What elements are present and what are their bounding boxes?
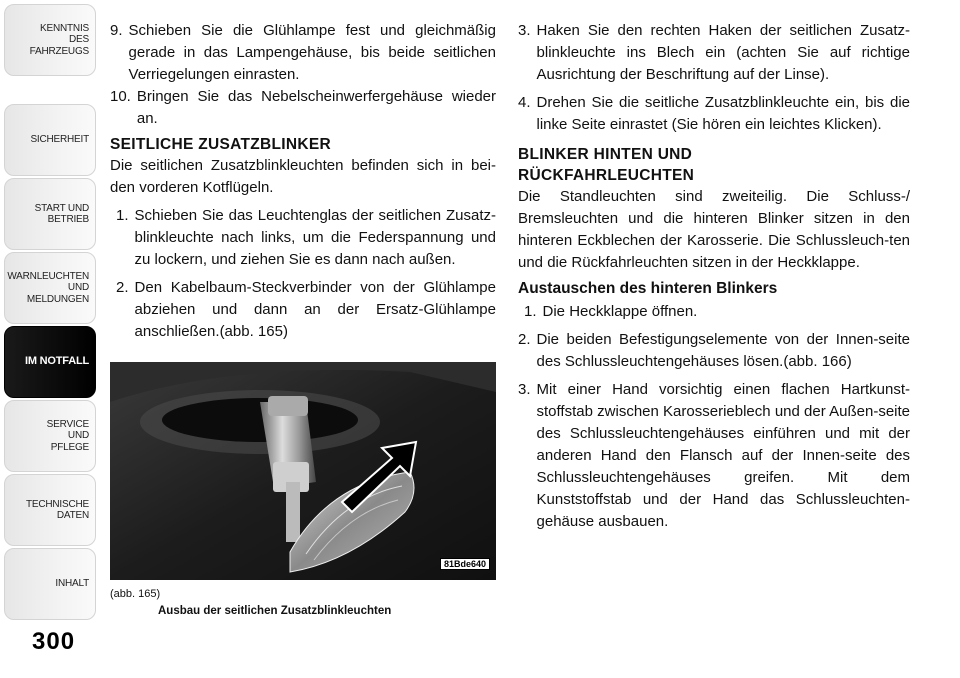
tab-inhalt[interactable] <box>4 548 96 620</box>
section-intro: Die Standleuchten sind zweiteilig. Die Schluss-/ Bremsleuchten und die hinteren Blinker sitzen in den hinteren Eckblechen der Karosserie. Die Schlussleuch-ten und die Rückfahrleuchten sitzen in der Heckklappe. <box>518 188 910 271</box>
list-item-4 <box>518 92 910 136</box>
page-number: 300 <box>32 628 76 655</box>
tab-technische-daten[interactable] <box>4 474 96 546</box>
list-text: Mit einer Hand vorsichtig einen flachen Hartkunst-stoffstab zwischen Karosserieblech und der Außen-seite des Schlussleuchtengehäuses einführen und mit der anderen Hand den Flansch auf der Innen-seite des Schlussleuchtengehäuses greifen. Mit dem Kunststoffstab und der Hand das Schlussleuchten-gehäuse ausbauen. <box>536 381 910 530</box>
tab-label: KENNTNIS DES FAHRZEUGS <box>29 22 89 57</box>
figure-side-marker-removal <box>110 362 496 580</box>
section-sidebar <box>0 0 103 678</box>
list-text: Die Heckklappe öffnen. <box>542 303 698 320</box>
tab-label: IM NOTFALL <box>25 355 89 368</box>
list-text: Bringen Sie das Nebelscheinwerfergehäuse wieder an. <box>136 88 496 127</box>
list-text: Die beiden Befestigungselemente von der Innen-seite des Schlussleuchtengehäuses lösen.(abb. 166) <box>536 331 910 370</box>
list-item-9 <box>110 20 496 86</box>
tab-service-und-pflege[interactable] <box>4 400 96 472</box>
list-item-step2 <box>518 329 910 373</box>
tab-label: START UND BETRIEB <box>34 202 89 225</box>
tab-label: SERVICE UND PFLEGE <box>46 418 89 453</box>
list-number: 3. <box>518 22 531 39</box>
list-text: Den Kabelbaum-Steckverbinder von der Glühlampe abziehen und dann an der Ersatz-Glühlampe anschließen.(abb. 165) <box>134 279 496 340</box>
section-heading-seitliche-zusatzblinker: SEITLICHE ZUSATZBLINKER <box>110 136 332 153</box>
tab-label: TECHNISCHE DATEN <box>25 498 89 521</box>
list-item-step3 <box>518 379 910 533</box>
right-column <box>518 20 910 533</box>
list-text: Schieben Sie die Glühlampe fest und gleichmäßig gerade in das Lampengehäuse, bis beide seitlichen Verriegelungen einrasten. <box>128 22 496 83</box>
left-column <box>110 20 496 343</box>
list-text: Schieben Sie das Leuchtenglas der seitlichen Zusatz-blinkleuchte nach links, um die Federspannung und zu lockern, und ziehen Sie es dann nach außen. <box>134 207 496 268</box>
list-text: Drehen Sie die seitliche Zusatzblinkleuchte ein, bis die linke Seite einrastet (Sie hören ein leichtes Klicken). <box>536 94 910 133</box>
side-marker-illustration <box>110 362 496 580</box>
list-item-2 <box>110 277 496 343</box>
list-item-3 <box>518 20 910 86</box>
list-item-step1 <box>518 301 910 323</box>
list-item-1 <box>110 205 496 271</box>
heading-line: RÜCKFAHRLEUCHTEN <box>518 167 695 184</box>
tab-kenntnis-des-fahrzeugs[interactable] <box>4 4 96 76</box>
tab-start-und-betrieb[interactable] <box>4 178 96 250</box>
section-heading-blinker-hinten <box>518 144 910 186</box>
list-number: 4. <box>518 94 531 111</box>
tab-warnleuchten[interactable] <box>4 252 96 324</box>
figure-caption: Ausbau der seitlichen Zusatzblinkleuchten <box>158 605 392 617</box>
list-text: Haken Sie den rechten Haken der seitlichen Zusatz-blinkleuchte ins Blech ein (achten Sie auf richtige Ausrichtung der Beschriftung auf der Linse). <box>536 22 910 83</box>
heading-line: BLINKER HINTEN UND <box>518 146 693 163</box>
tab-label: INHALT <box>55 578 89 590</box>
list-number: 1. <box>524 303 537 320</box>
subheading-austauschen: Austauschen des hinteren Blinkers <box>518 280 778 297</box>
list-number: 3. <box>518 381 531 398</box>
tab-im-notfall[interactable] <box>4 326 96 398</box>
tab-label: SICHERHEIT <box>30 134 89 146</box>
figure-number: (abb. 165) <box>110 588 161 600</box>
tab-sicherheit[interactable] <box>4 104 96 176</box>
tab-label: WARNLEUCHTEN UND MELDUNGEN <box>7 270 89 305</box>
figure-code: 81Bde640 <box>440 558 490 570</box>
list-number: 1. <box>116 207 129 224</box>
list-number: 2. <box>116 279 129 296</box>
list-number: 10. <box>110 88 131 105</box>
list-number: 9. <box>110 22 123 39</box>
list-item-10 <box>110 86 496 130</box>
section-intro: Die seitlichen Zusatzblinkleuchten befinden sich in bei-den vorderen Kotflügeln. <box>110 157 496 196</box>
list-number: 2. <box>518 331 531 348</box>
